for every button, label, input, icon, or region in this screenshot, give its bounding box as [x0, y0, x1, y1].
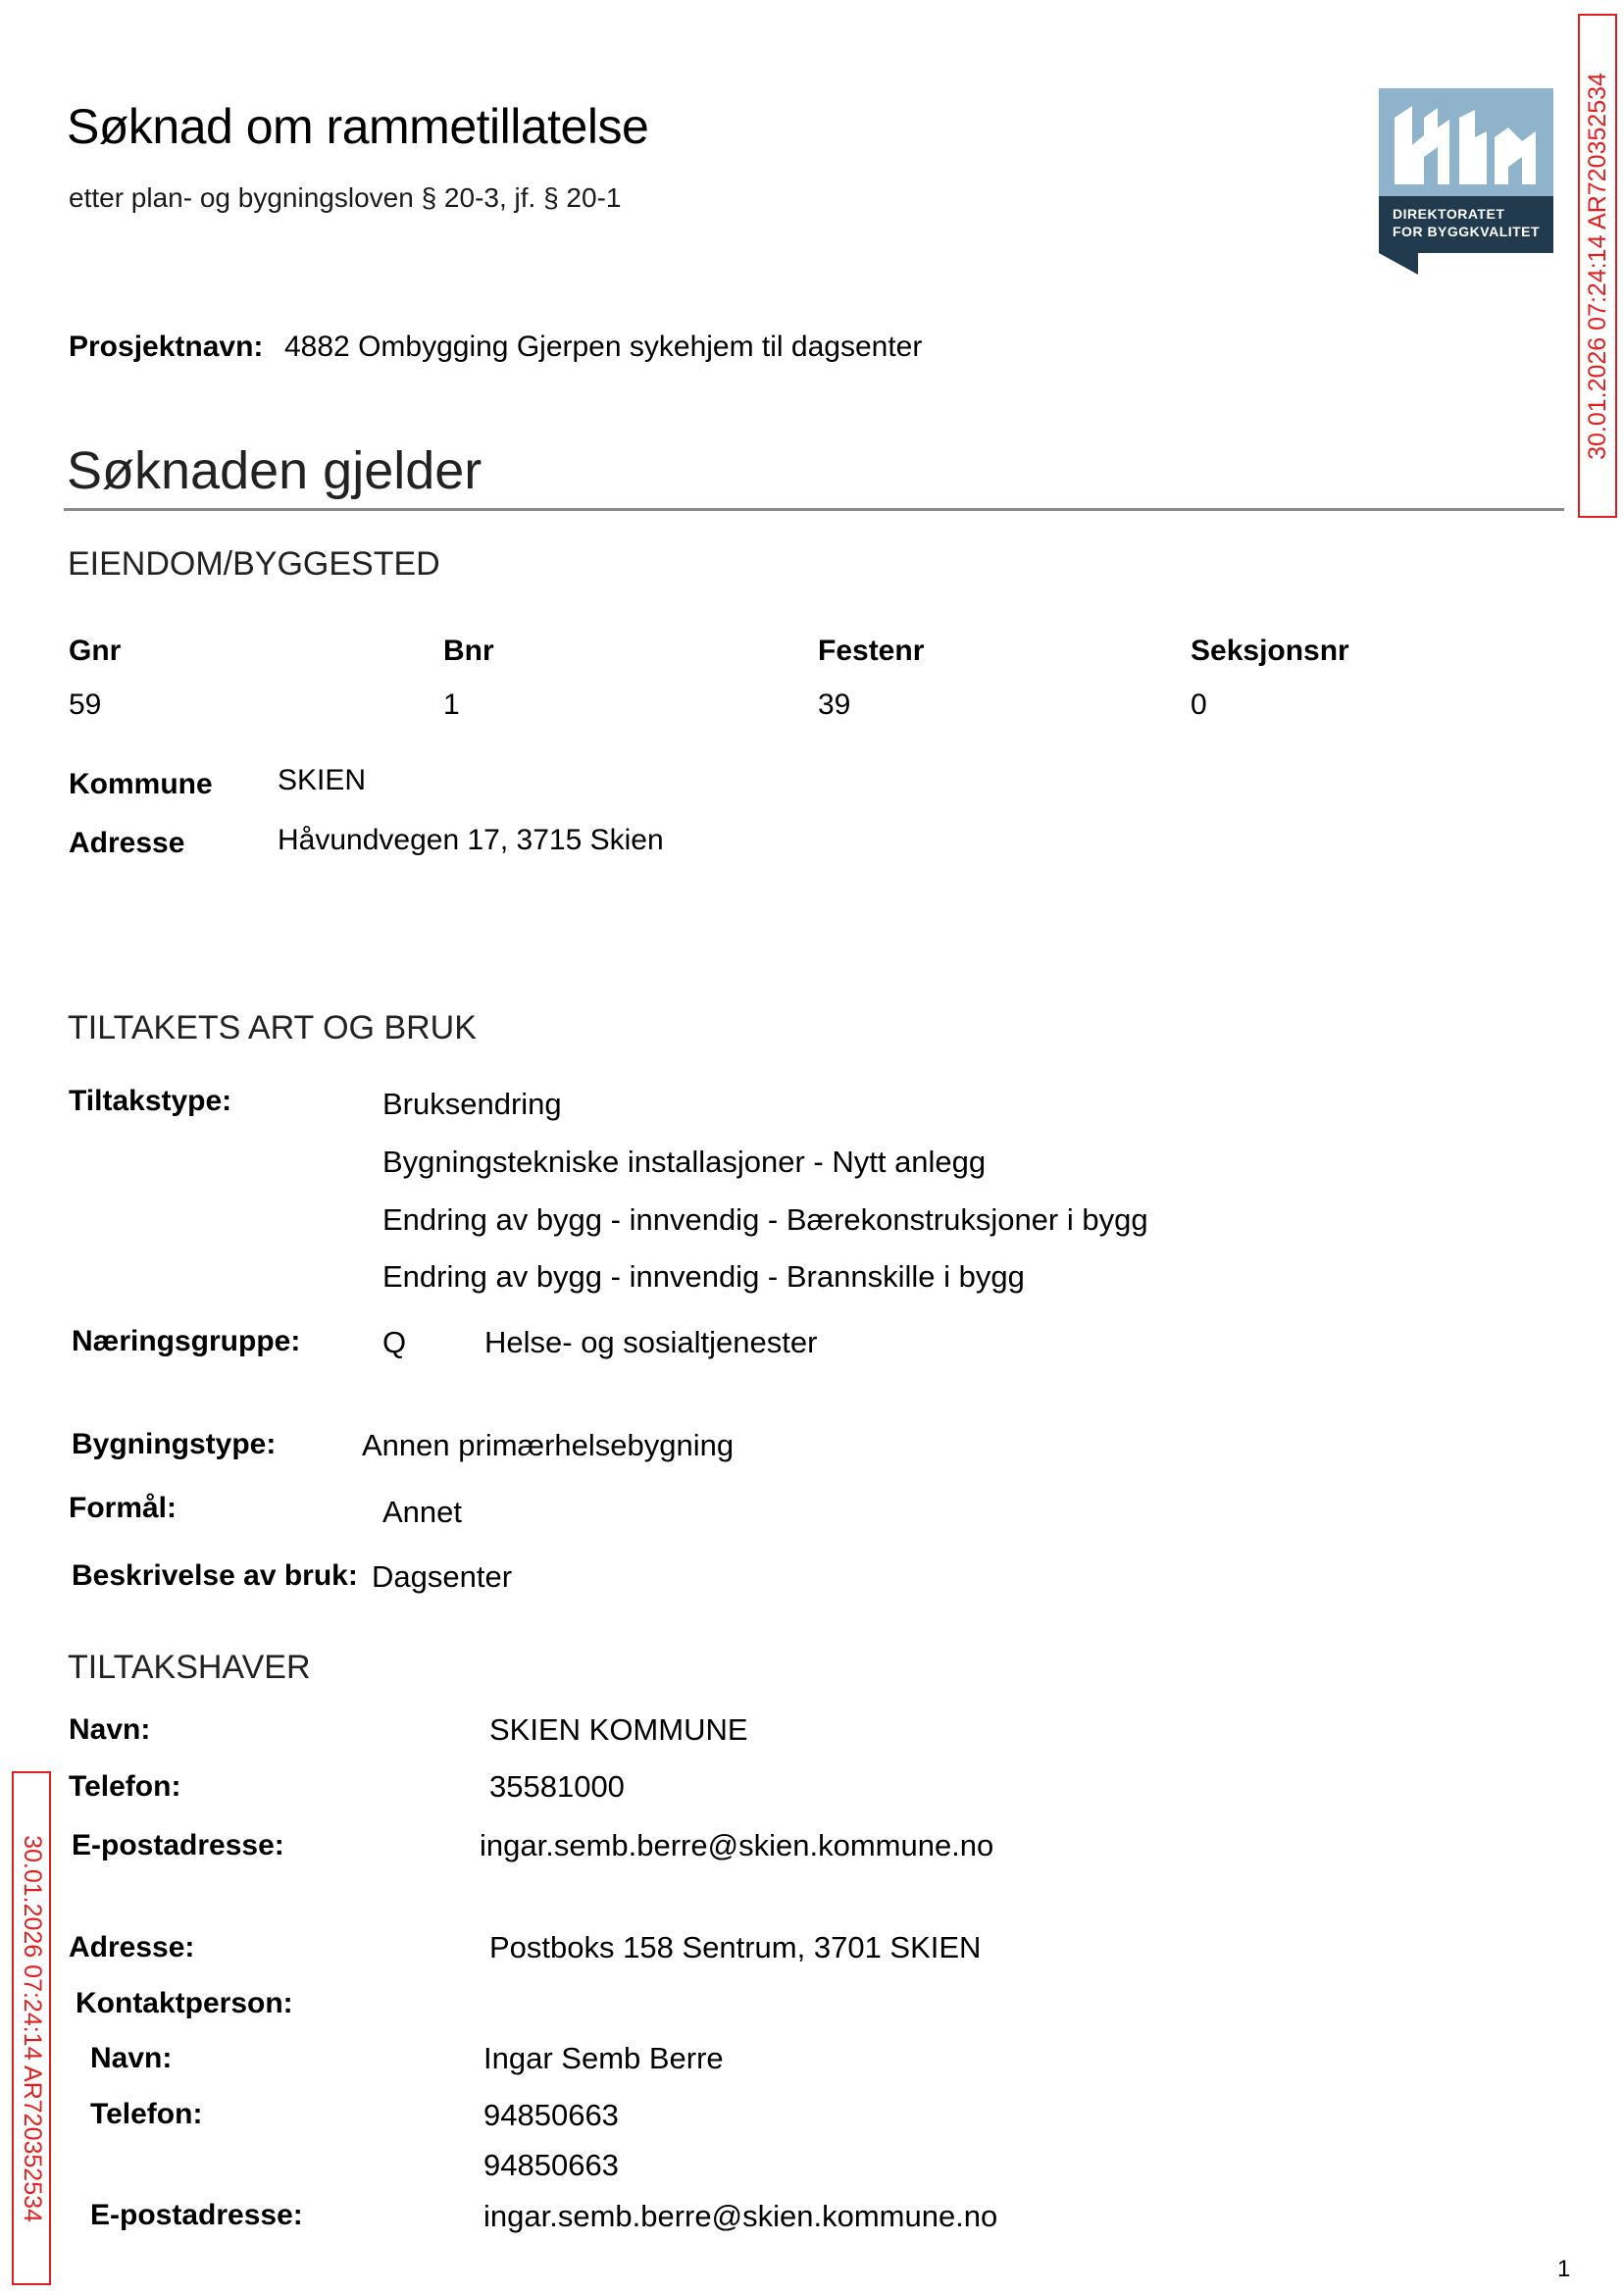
tiltakstype-item: Bruksendring	[382, 1087, 562, 1121]
owner-telefon-value: 35581000	[489, 1769, 625, 1804]
beskrivelse-value: Dagsenter	[372, 1559, 513, 1594]
measure-heading: TILTAKETS ART OG BRUK	[68, 1009, 477, 1046]
owner-navn-value: SKIEN KOMMUNE	[489, 1712, 748, 1747]
owner-epost-value: ingar.semb.berre@skien.kommune.no	[480, 1828, 994, 1862]
owner-adresse-label: Adresse:	[69, 1931, 195, 1963]
contact-navn-value: Ingar Semb Berre	[483, 2041, 724, 2075]
owner-adresse-value: Postboks 158 Sentrum, 3701 SKIEN	[489, 1930, 982, 1964]
tiltakstype-item: Endring av bygg - innvendig - Bærekonstruksjoner i bygg	[382, 1202, 1148, 1237]
owner-navn-label: Navn:	[69, 1713, 151, 1746]
document-title: Søknad om rammetillatelse	[67, 99, 649, 154]
contact-telefon-value: 94850663	[483, 2148, 619, 2182]
date-stamp-right	[1578, 14, 1617, 518]
logo-band	[1379, 196, 1553, 253]
festenr-label: Festenr	[818, 635, 925, 667]
gnr-value: 59	[69, 688, 102, 721]
naeringsgruppe-label: Næringsgruppe:	[72, 1325, 301, 1357]
owner-telefon-label: Telefon:	[69, 1770, 181, 1803]
seksjonsnr-label: Seksjonsnr	[1191, 635, 1349, 667]
adresse-label: Adresse	[69, 827, 185, 859]
bnr-label: Bnr	[443, 635, 494, 667]
logo-line-1: DIREKTORATET	[1393, 206, 1505, 222]
building-icon	[1379, 88, 1553, 196]
festenr-value: 39	[818, 688, 851, 721]
kommune-value: SKIEN	[278, 764, 367, 796]
contact-label: Kontaktperson:	[76, 1987, 293, 2019]
bygningstype-value: Annen primærhelsebygning	[362, 1428, 735, 1462]
contact-telefon-label: Telefon:	[90, 2098, 203, 2130]
stamp-text: 30.01.2026 07:24:14 AR720352534	[18, 1834, 46, 2222]
tiltakstype-item: Endring av bygg - innvendig - Brannskille i bygg	[382, 1259, 1025, 1294]
formal-value: Annet	[382, 1495, 463, 1529]
kommune-label: Kommune	[69, 768, 213, 800]
contact-epost-label: E-postadresse:	[90, 2199, 303, 2231]
project-label: Prosjektnavn:	[69, 331, 264, 363]
page-number: 1	[1557, 2256, 1571, 2282]
stamp-text: 30.01.2026 07:24:14 AR720352534	[1583, 72, 1611, 460]
naeringsgruppe-value: Helse- og sosialtjenester	[484, 1325, 818, 1359]
adresse-value: Håvundvegen 17, 3715 Skien	[278, 824, 664, 856]
dibk-logo	[1379, 88, 1553, 253]
contact-telefon-value: 94850663	[483, 2098, 619, 2132]
owner-heading: TILTAKSHAVER	[68, 1649, 311, 1686]
bygningstype-label: Bygningstype:	[72, 1428, 277, 1460]
beskrivelse-label: Beskrivelse av bruk:	[72, 1559, 358, 1592]
logo-flag-icon	[1379, 253, 1418, 275]
owner-epost-label: E-postadresse:	[72, 1829, 284, 1861]
tiltakstype-label: Tiltakstype:	[69, 1085, 232, 1117]
property-heading: EIENDOM/BYGGESTED	[68, 545, 440, 583]
seksjonsnr-value: 0	[1191, 688, 1207, 721]
gnr-label: Gnr	[69, 635, 122, 667]
contact-navn-label: Navn:	[90, 2042, 173, 2074]
applies-heading: Søknaden gjelder	[67, 441, 482, 500]
project-value: 4882 Ombygging Gjerpen sykehjem til dagsenter	[284, 331, 923, 363]
formal-label: Formål:	[69, 1492, 178, 1524]
date-stamp-left	[12, 1771, 51, 2285]
document-subtitle: etter plan- og bygningsloven § 20-3, jf. § 20-1	[69, 182, 622, 213]
tiltakstype-item: Bygningstekniske installasjoner - Nytt anlegg	[382, 1145, 987, 1179]
naeringsgruppe-code: Q	[382, 1325, 407, 1359]
logo-graphic	[1379, 88, 1553, 196]
section-divider	[64, 508, 1564, 511]
logo-line-2: FOR BYGGKVALITET	[1393, 224, 1541, 239]
bnr-value: 1	[443, 688, 460, 721]
contact-epost-value: ingar.semb.berre@skien.kommune.no	[483, 2199, 998, 2233]
